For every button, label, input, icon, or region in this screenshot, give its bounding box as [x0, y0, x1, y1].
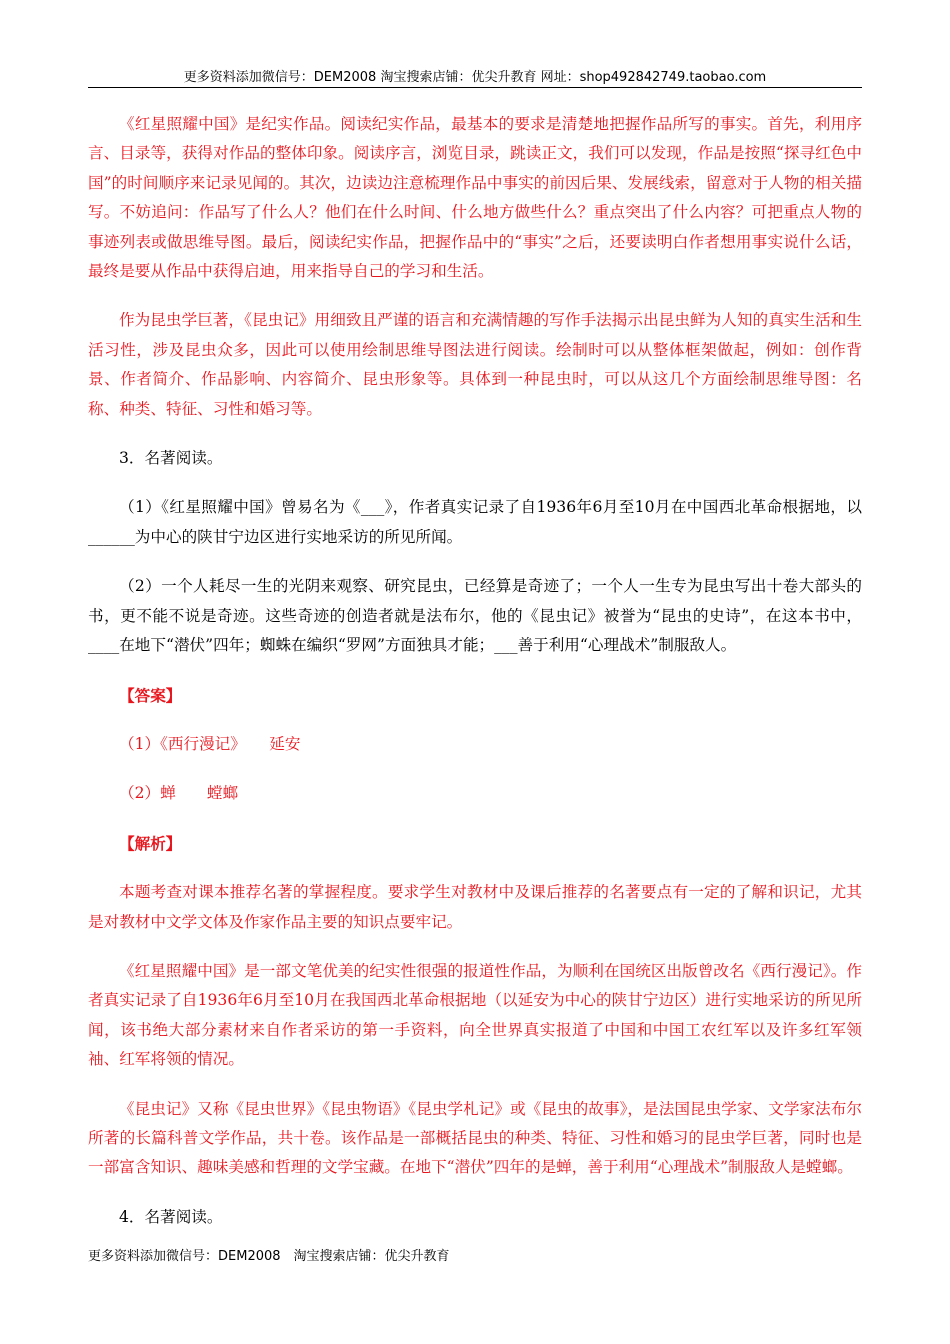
page-footer: 更多资料添加微信号：DEM2008 淘宝搜索店铺：优尖升教育: [88, 1249, 450, 1264]
reading-guide-insects: 作为昆虫学巨著，《昆虫记》用细致且严谨的语言和充满情趣的写作手法揭示出昆虫鲜为人知的真实生活和生活习性，涉及昆虫众多，因此可以使用绘制思维导图法进行阅读。绘制时可以从整体框架做起，例如：创作背景、作者简介、作品影响、内容简介、昆虫形象等。具体到一种昆虫时，可以从这几个方面绘制思维导图：名称、种类、特征、习性和婚习等。: [88, 311, 862, 418]
question-3-part-1: （1）《红星照耀中国》曾易名为《___》，作者真实记录了自1936年6月至10月在中国西北革命根据地，以______为中心的陕甘宁边区进行实地采访的所见所闻。: [88, 498, 862, 546]
analysis-insects: 《昆虫记》又称《昆虫世界》《昆虫物语》《昆虫学札记》或《昆虫的故事》，是法国昆虫学家、文学家法布尔所著的长篇科普文学作品，共十卷。该作品是一部概括昆虫的种类、特征、习性和婚习的昆虫学巨著，同时也是一部富含知识、趣味美感和哲理的文学宝藏。在地下“潜伏”四年的是蝉，善于利用“心理战术”制服敌人是螳螂。: [88, 1099, 862, 1177]
answer-part-1: （1）《西行漫记》 延安: [119, 734, 301, 753]
question-4-heading: 4．名著阅读。: [119, 1207, 223, 1226]
answer-label: 【答案】: [119, 685, 182, 705]
reading-guide-red-star: 《红星照耀中国》是纪实作品。阅读纪实作品，最基本的要求是清楚地把握作品所写的事实。首先，利用序言、目录等，获得对作品的整体印象。阅读序言，浏览目录，跳读正文，我们可以发现，作品是按照“探寻红色中国”的时间顺序来记录见闻的。其次，边读边注意梳理作品中事实的前因后果、发展线索，留意对于人物的相关描写。不妨追问：作品写了什么人？他们在什么时间、什么地方做些什么？重点突出了什么内容？可把重点人物的事迹列表或做思维导图。最后，阅读纪实作品，把握作品中的“事实”之后，还要读明白作者想用事实说什么话，最终是要从作品中获得启迪，用来指导自己的学习和生活。: [88, 115, 862, 281]
document-body: [88, 110, 862, 1252]
analysis-label: 【解析】: [119, 833, 182, 853]
answer-part-2: （2）蝉 螳螂: [119, 784, 239, 803]
question-3-heading: 3．名著阅读。: [119, 449, 223, 468]
header-rule: [88, 87, 862, 88]
question-3-part-2: （2）一个人耗尽一生的光阴来观察、研究昆虫，已经算是奇迹了；一个人一生专为昆虫写出十卷大部头的书，更不能不说是奇迹。这些奇迹的创造者就是法布尔，他的《昆虫记》被誉为“昆虫的史诗”，在这本书中，____在地下“潜伏”四年；蜘蛛在编织“罗网”方面独具才能；___善于利用“心理战术”制服敌人。: [88, 577, 863, 655]
page-header: 更多资料添加微信号：DEM2008 淘宝搜索店铺：优尖升教育 网址：shop492842749.taobao.com: [183, 70, 767, 85]
analysis-intro: 本题考查对课本推荐名著的掌握程度。要求学生对教材中及课后推荐的名著要点有一定的了解和识记，尤其是对教材中文学文体及作家作品主要的知识点要牢记。: [88, 883, 862, 931]
analysis-red-star: 《红星照耀中国》是一部文笔优美的纪实性很强的报道性作品，为顺利在国统区出版曾改名《西行漫记》。作者真实记录了自1936年6月至10月在我国西北革命根据地（以延安为中心的陕甘宁边区）进行实地采访的所见所闻，该书绝大部分素材来自作者采访的第一手资料，向全世界真实报道了中国和中国工农红军以及许多红军领袖、红军将领的情况。: [88, 961, 862, 1069]
